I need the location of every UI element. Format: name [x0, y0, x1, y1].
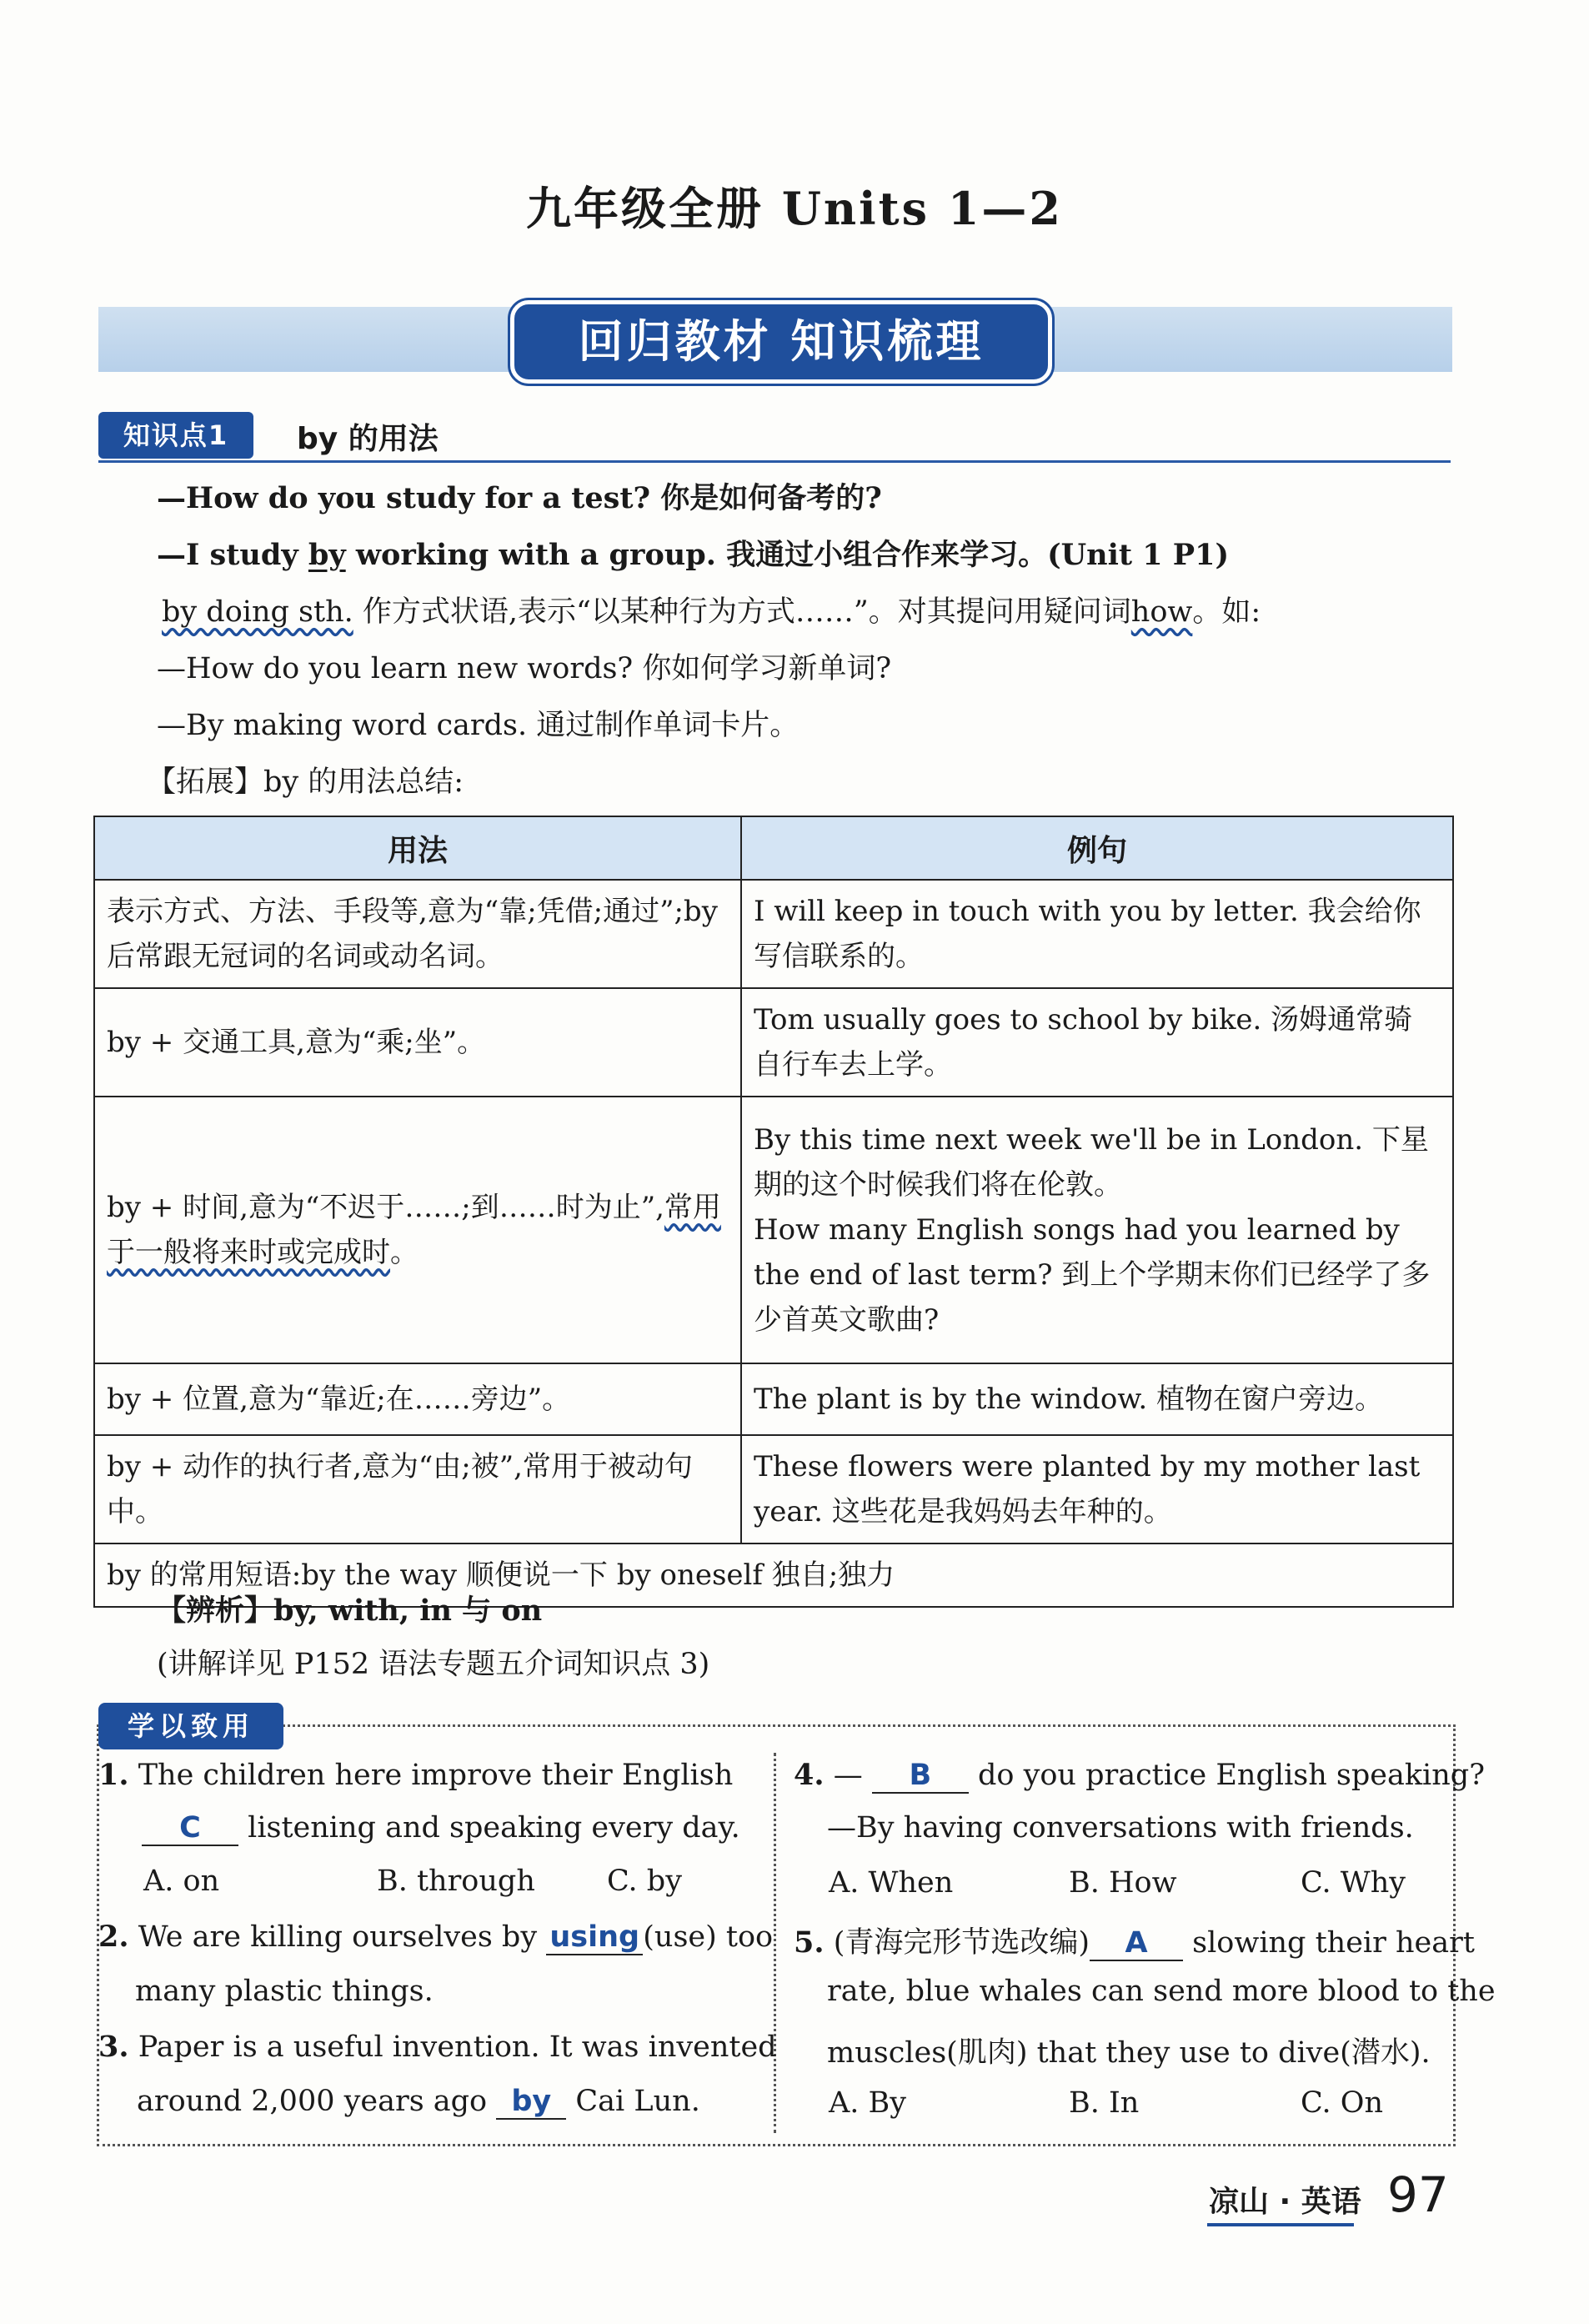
question-3-line-2: around 2,000 years ago by Cai Lun. [137, 2085, 700, 2118]
question-5-line-3: muscles(肌肉) that they use to dive(潜水). [827, 2036, 1431, 2070]
answer-4: B [872, 1759, 969, 1794]
question-4-line-2: —By having conversations with friends. [827, 1811, 1414, 1845]
usage-cell: by + 动作的执行者,意为“由;被”,常用于被动句中。 [94, 1435, 741, 1543]
question-1-line-1: 1. The children here improve their English [98, 1758, 734, 1792]
answer-1: C [142, 1811, 238, 1846]
table-header-usage: 用法 [94, 816, 741, 880]
example-cell: These flowers were planted by my mother last year. 这些花是我妈妈去年种的。 [741, 1435, 1453, 1543]
usage-cell: by + 交通工具,意为“乘;坐”。 [94, 988, 741, 1097]
question-1-option-c: C. by [607, 1865, 682, 1898]
usage-cell: by + 位置,意为“靠近;在……旁边”。 [94, 1363, 741, 1435]
expansion-heading: 【拓展】by 的用法总结: [147, 765, 464, 799]
intro-line-2: —I study by working with a group. 我通过小组合作来学习。(Unit 1 P1) [157, 538, 1230, 572]
exercise-column-divider [774, 1753, 776, 2133]
answer-2: using [546, 1920, 643, 1955]
usage-cell: 表示方式、方法、手段等,意为“靠;凭借;通过”;by 后常跟无冠词的名词或动名词。 [94, 880, 741, 988]
answer-5: A [1090, 1926, 1183, 1961]
page-title: 九年级全册 Units 1—2 [526, 182, 1063, 235]
question-4-option-c: C. Why [1301, 1866, 1406, 1900]
table-row [94, 988, 1453, 1097]
example-cell: By this time next week we'll be in London. 下星期的这个时候我们将在伦敦。 How many English songs had you learned by the end of last term? 到上个学期末你们已经学了多少首英文歌曲? [741, 1097, 1453, 1363]
example-cell: The plant is by the window. 植物在窗户旁边。 [741, 1363, 1453, 1435]
table-row [94, 880, 1453, 988]
knowledge-point-tag: 知识点1 [98, 412, 253, 459]
question-4-option-b: B. How [1069, 1866, 1177, 1900]
question-5-option-c: C. On [1301, 2086, 1384, 2120]
table-header-example: 例句 [741, 816, 1453, 880]
exercise-tag: 学以致用 [98, 1703, 283, 1749]
table-row [94, 1435, 1453, 1543]
analysis-note: (讲解详见 P152 语法专题五介词知识点 3) [157, 1648, 710, 1681]
knowledge-point-divider [98, 460, 1451, 463]
table-header-row [94, 816, 1453, 880]
intro-line-4: —How do you learn new words? 你如何学习新单词? [157, 652, 892, 685]
section-banner-label: 回归教材 知识梳理 [510, 300, 1052, 384]
footer-book-label: 凉山 · 英语 [1209, 2185, 1361, 2219]
question-5-line-1: 5. (青海完形节选改编) A slowing their heart [794, 1925, 1475, 1960]
question-1-option-a: A. on [143, 1865, 220, 1898]
intro-line-5: —By making word cards. 通过制作单词卡片。 [157, 709, 800, 742]
intro-line-3: by doing sth. 作方式状语,表示“以某种行为方式……”。对其提问用疑问词how。如: [162, 595, 1261, 629]
question-2-line-2: many plastic things. [135, 1975, 434, 2008]
question-1-option-b: B. through [377, 1865, 535, 1898]
example-cell: I will keep in touch with you by letter. 我会给你写信联系的。 [741, 880, 1453, 988]
knowledge-point-title: by 的用法 [297, 422, 439, 456]
intro-line-1: —How do you study for a test? 你是如何备考的? [157, 481, 882, 515]
analysis-title: 【辨析】by, with, in 与 on [157, 1594, 543, 1628]
question-5-line-2: rate, blue whales can send more blood to the [827, 1975, 1496, 2008]
question-4-option-a: A. When [829, 1866, 954, 1900]
by-usage-table [93, 816, 1454, 1608]
footer-underline [1207, 2223, 1354, 2226]
question-1-line-2: C listening and speaking every day. [142, 1811, 740, 1846]
table-row [94, 1097, 1453, 1363]
question-5-option-b: B. In [1069, 2086, 1140, 2120]
example-cell: Tom usually goes to school by bike. 汤姆通常骑自行车去上学。 [741, 988, 1453, 1097]
question-3-line-1: 3. Paper is a useful invention. It was invented [98, 2030, 777, 2064]
table-row [94, 1363, 1453, 1435]
common-phrases-cell: by 的常用短语:by the way 顺便说一下 by oneself 独自;独力 [94, 1543, 1453, 1607]
page-number: 97 [1387, 2166, 1449, 2223]
question-5-option-a: A. By [829, 2086, 907, 2120]
question-4-line-1: 4. — B do you practice English speaking? [794, 1758, 1485, 1792]
usage-cell: by + 时间,意为“不迟于……;到……时为止”,常用于一般将来时或完成时。 [94, 1097, 741, 1363]
question-2-line-1: 2. We are killing ourselves by using (use) too [98, 1920, 774, 1954]
answer-3: by [496, 2085, 566, 2120]
